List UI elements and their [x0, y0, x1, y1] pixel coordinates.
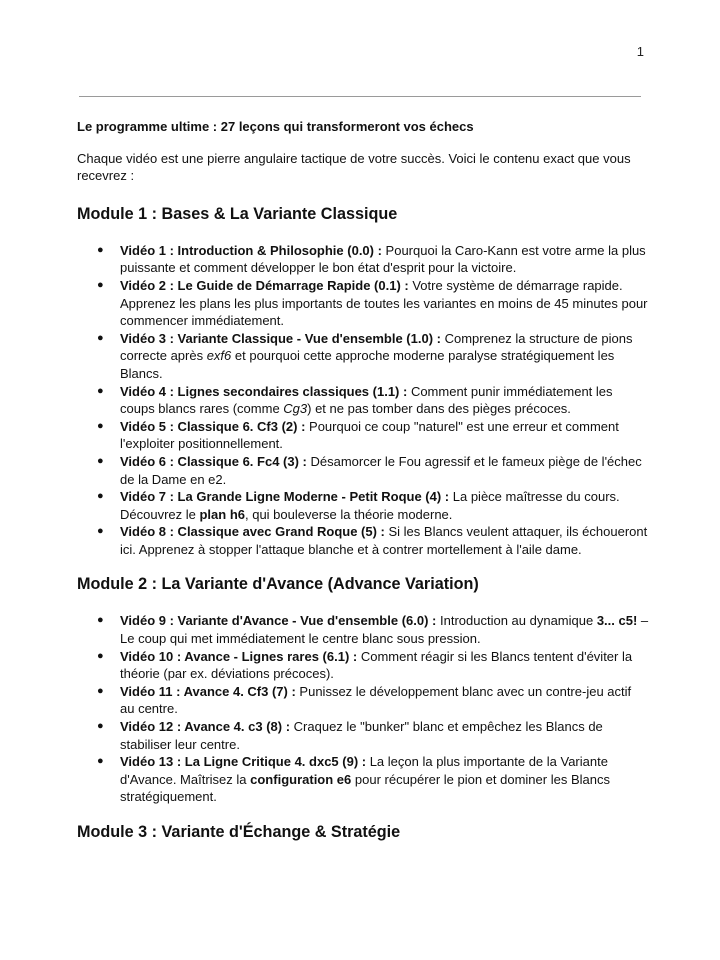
- bullet-icon: ●: [97, 384, 104, 397]
- lesson-text: Pourquoi la Caro-Kann est votre arme la plus puissante et comment développer le bon état d'esprit pour la victoire.: [120, 242, 646, 276]
- lesson-text: Comment réagir si les Blancs tentent d'éviter la théorie (par ex. déviations précoces).: [120, 648, 633, 682]
- lesson-item: [97, 488, 649, 523]
- page-number: 1: [636, 44, 644, 59]
- bold-text: Vidéo 13 : La Ligne Critique 4. dxc5 (9) :: [120, 754, 367, 770]
- bold-text: 3... c5!: [596, 613, 638, 629]
- modules-container: [77, 204, 649, 842]
- bullet-icon: ●: [97, 454, 104, 467]
- bold-text: Vidéo 6 : Classique 6. Fc4 (3) :: [120, 453, 307, 469]
- bold-text: Vidéo 8 : Classique avec Grand Roque (5) :: [120, 524, 385, 540]
- bullet-icon: ●: [97, 490, 104, 503]
- bullet-icon: ●: [97, 243, 104, 256]
- bullet-icon: ●: [97, 649, 104, 662]
- lesson-item: [97, 418, 649, 453]
- bold-text: Vidéo 11 : Avance 4. Cf3 (7) :: [120, 683, 296, 699]
- lesson-text: La pièce maîtresse du cours. Découvrez le: [120, 489, 620, 522]
- lesson-item: [97, 683, 649, 718]
- bullet-icon: ●: [97, 525, 104, 538]
- document-title: Le programme ultime : 27 leçons qui transformeront vos échecs: [77, 119, 474, 134]
- lesson-item: [97, 523, 649, 558]
- bold-text: Vidéo 5 : Classique 6. Cf3 (2) :: [120, 418, 306, 434]
- bullet-icon: ●: [97, 720, 104, 733]
- italic-text: exf6: [206, 348, 232, 364]
- module-section: [77, 574, 649, 806]
- lesson-text: Votre système de démarrage rapide. Apprenez les plans les plus importants de toutes les variantes en moins de 45 minutes pour commencer immédiatement.: [120, 277, 648, 329]
- bullet-icon: ●: [97, 614, 104, 627]
- bold-text: Vidéo 10 : Avance - Lignes rares (6.1) :: [120, 648, 358, 664]
- lesson-item: [97, 718, 649, 753]
- bullet-icon: ●: [97, 331, 104, 344]
- module-section: [77, 822, 649, 842]
- bullet-icon: ●: [97, 278, 104, 291]
- lesson-text: et pourquoi cette approche moderne paralyse stratégiquement les Blancs.: [120, 348, 615, 381]
- lesson-text: pour récupérer le pion et dominer les Blancs stratégiquement.: [120, 771, 610, 805]
- lesson-item: [97, 612, 649, 647]
- lesson-item: [97, 242, 649, 277]
- lesson-item: [97, 277, 649, 330]
- bold-text: configuration e6: [250, 771, 352, 787]
- lesson-text: ) et ne pas tomber dans des pièges précoces.: [307, 401, 571, 417]
- lesson-text: Introduction au dynamique: [436, 613, 597, 629]
- lesson-item: [97, 383, 649, 418]
- module-heading: Module 3 : Variante d'Échange & Stratégie: [77, 823, 401, 841]
- lesson-text: Pourquoi ce coup "naturel" est une erreur et comment l'exploiter positionnellement.: [120, 418, 619, 452]
- lesson-text: Désamorcer le Fou agressif et le fameux piège de l'échec de la Dame en e2.: [120, 453, 642, 487]
- lesson-item: [97, 330, 649, 383]
- lesson-text: Craquez le "bunker" blanc et empêchez les Blancs de stabiliser leur centre.: [120, 719, 603, 752]
- lesson-list: [77, 242, 649, 559]
- lesson-text: La leçon la plus importante de la Variante d'Avance. Maîtrisez la: [120, 754, 608, 787]
- lesson-item: [97, 453, 649, 488]
- intro-paragraph: Chaque vidéo est une pierre angulaire tactique de votre succès. Voici le contenu exact que vous recevrez :: [77, 150, 631, 184]
- bold-text: Vidéo 3 : Variante Classique - Vue d'ensemble (1.0) :: [120, 330, 441, 346]
- module-heading: Module 2 : La Variante d'Avance (Advance Variation): [77, 575, 479, 594]
- lesson-list: [77, 612, 649, 806]
- bold-text: Vidéo 12 : Avance 4. c3 (8) :: [120, 719, 291, 735]
- lesson-text: Comprenez la structure de pions correcte après: [120, 330, 633, 364]
- lesson-text: – Le coup qui met immédiatement le centre blanc sous pression.: [120, 613, 649, 647]
- bullet-icon: ●: [97, 684, 104, 697]
- bullet-icon: ●: [97, 419, 104, 432]
- bold-text: Vidéo 9 : Variante d'Avance - Vue d'ensemble (6.0) :: [120, 613, 437, 629]
- lesson-item: [97, 753, 649, 806]
- bold-text: Vidéo 1 : Introduction & Philosophie (0.0) :: [120, 242, 382, 258]
- bold-text: Vidéo 4 : Lignes secondaires classiques (1.1) :: [120, 383, 408, 399]
- italic-text: Cg3: [283, 401, 308, 417]
- lesson-item: [97, 648, 649, 683]
- module-heading: Module 1 : Bases & La Variante Classique: [77, 204, 398, 223]
- lesson-text: Si les Blancs veulent attaquer, ils échoueront ici. Apprenez à stopper l'attaque blanche et à contrer mortellement à l'aile dame.: [120, 524, 648, 557]
- bullet-icon: ●: [97, 755, 104, 768]
- bold-text: Vidéo 2 : Le Guide de Démarrage Rapide (0.1) :: [120, 277, 409, 293]
- module-section: [77, 204, 649, 559]
- lesson-text: Comment punir immédiatement les coups blancs rares (comme: [120, 383, 613, 417]
- bold-text: plan h6: [199, 506, 245, 522]
- lesson-text: Punissez le développement blanc avec un contre-jeu actif au centre.: [120, 683, 632, 717]
- header-divider: [79, 96, 641, 97]
- document-body: [77, 118, 649, 860]
- lesson-text: , qui bouleverse la théorie moderne.: [245, 506, 453, 522]
- bold-text: Vidéo 7 : La Grande Ligne Moderne - Petit Roque (4) :: [120, 489, 450, 505]
